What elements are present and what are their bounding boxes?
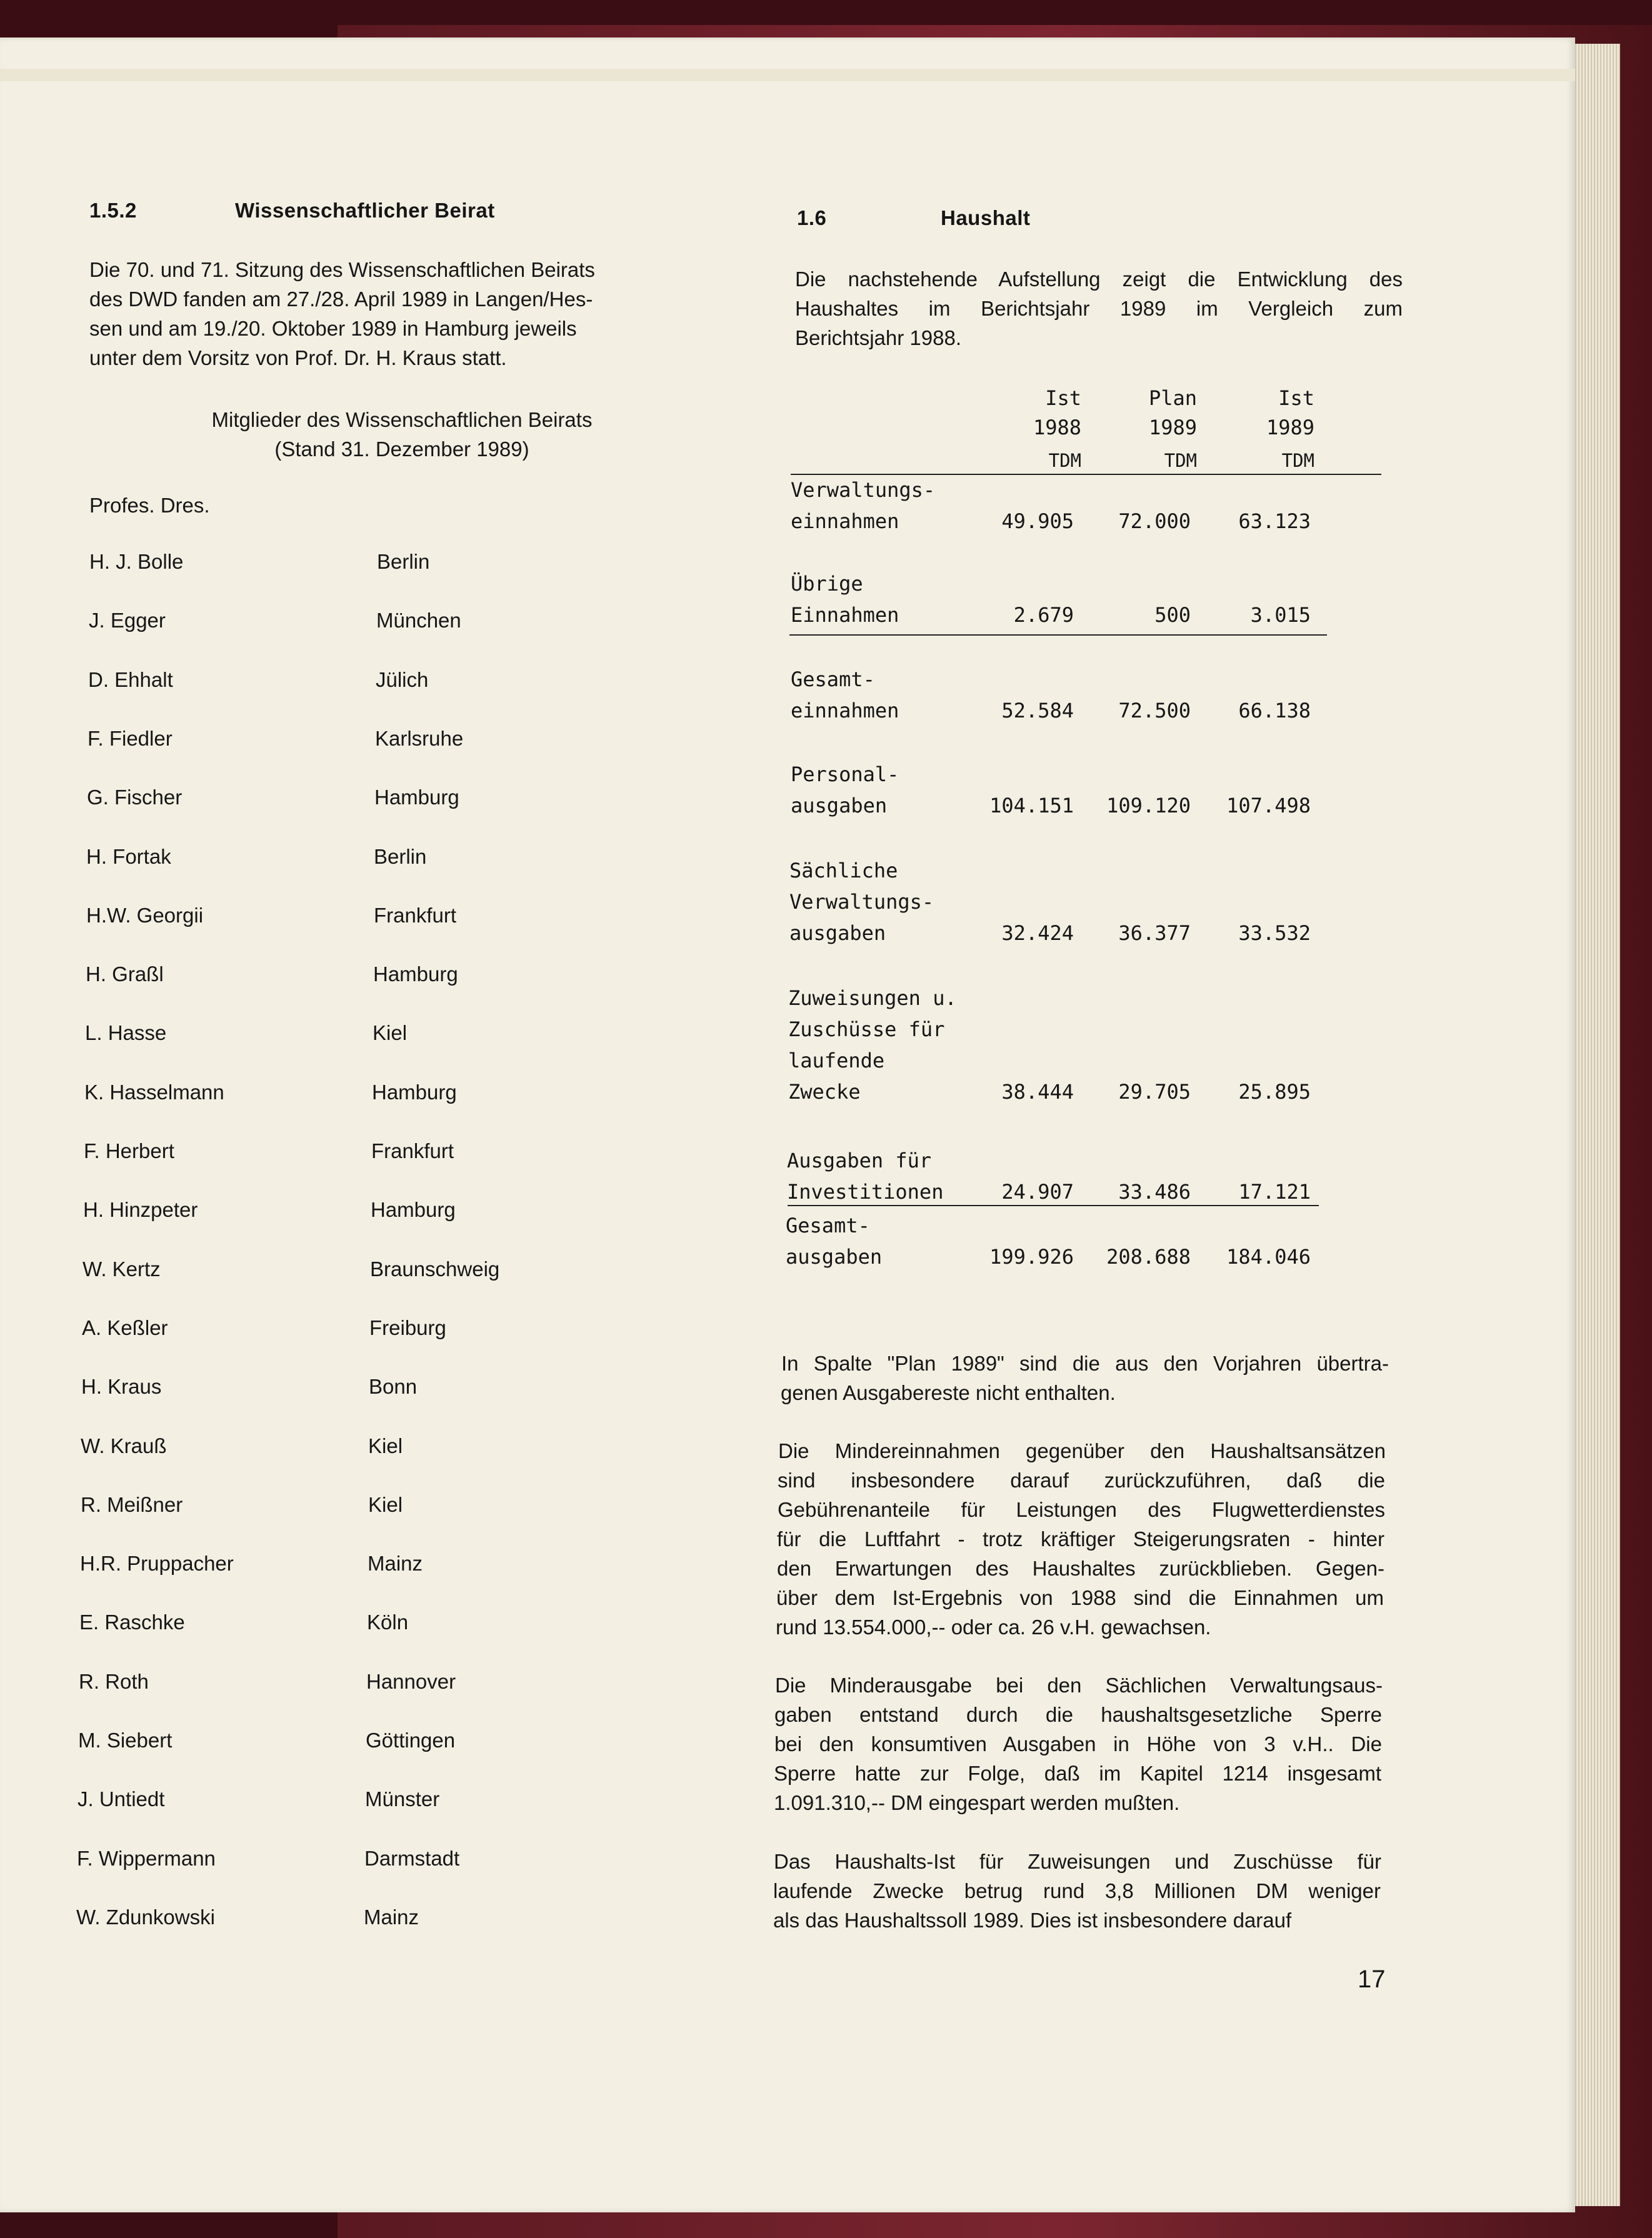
- member-name: L. Hasse: [85, 1021, 167, 1044]
- member-city: Münster: [365, 1787, 440, 1811]
- member-name: H. Kraus: [81, 1375, 162, 1398]
- paragraph-line: 1.091.310,-- DM eingespart werden mußten.: [774, 1791, 1180, 1814]
- member-name: H.W. Georgii: [86, 904, 204, 927]
- table-cell: 500: [1154, 603, 1191, 627]
- table-row-label: Investitionen: [787, 1180, 944, 1204]
- member-city: Kiel: [373, 1021, 408, 1044]
- table-row-label: Übrige: [791, 572, 863, 596]
- member-city: Bonn: [369, 1375, 418, 1398]
- member-city: Hamburg: [371, 1198, 456, 1221]
- rule-uebrige: [789, 634, 1327, 636]
- table-cell: 29.705: [1118, 1080, 1191, 1104]
- table-cell: 33.486: [1118, 1180, 1191, 1204]
- table-cell: 52.584: [1001, 699, 1074, 722]
- table-cell: 36.377: [1118, 921, 1191, 945]
- paragraph-line: für die Luftfahrt - trotz kräftiger Steigerungsraten - hinter: [777, 1527, 1384, 1551]
- members-title: Mitglieder des Wissenschaftlichen Beirats: [211, 408, 593, 431]
- paragraph-line: gaben entstand durch die haushaltsgesetzliche Sperre: [774, 1703, 1382, 1726]
- member-name: F. Fiedler: [88, 727, 173, 750]
- members-prefix: Profes. Dres.: [89, 494, 210, 517]
- col1-unit: TDM: [1048, 450, 1081, 471]
- member-city: Hannover: [366, 1670, 456, 1693]
- member-name: H. J. Bolle: [89, 550, 184, 573]
- paragraph-line: Gebührenanteile für Leistungen des Flugwetterdienstes: [778, 1498, 1385, 1521]
- table-cell: 2.679: [1013, 603, 1074, 627]
- member-city: Darmstadt: [364, 1847, 460, 1870]
- page-number: 17: [1358, 1966, 1386, 1993]
- table-row-label: Verwaltungs-: [791, 478, 936, 502]
- table-row-label: Sächliche: [789, 859, 898, 882]
- member-city: Frankfurt: [374, 904, 457, 927]
- member-city: Jülich: [376, 668, 429, 691]
- table-cell: 72.500: [1118, 699, 1191, 722]
- table-cell: 107.498: [1226, 794, 1311, 817]
- paragraph-line: laufende Zwecke betrug rund 3,8 Millionen DM weniger: [773, 1879, 1381, 1902]
- member-city: Hamburg: [373, 962, 458, 986]
- table-cell: 109.120: [1106, 794, 1191, 817]
- left-section-title: Wissenschaftlicher Beirat: [235, 199, 495, 222]
- right-section-title: Haushalt: [941, 206, 1031, 229]
- col3-h1: Ist: [1278, 386, 1314, 410]
- member-name: E. Raschke: [79, 1611, 185, 1634]
- table-row-label: ausgaben: [791, 794, 888, 817]
- member-city: Göttingen: [366, 1729, 456, 1752]
- table-cell: 199.926: [989, 1245, 1074, 1269]
- member-name: F. Herbert: [84, 1139, 174, 1162]
- member-name: J. Egger: [89, 609, 166, 632]
- paragraph-line: Die Minderausgabe bei den Sächlichen Verwaltungsaus-: [775, 1674, 1383, 1697]
- table-cell: 49.905: [1001, 509, 1074, 533]
- member-name: M. Siebert: [78, 1729, 173, 1752]
- table-row-label: Zwecke: [788, 1080, 861, 1104]
- table-cell: 33.532: [1238, 921, 1311, 945]
- col2-h2: 1989: [1148, 416, 1197, 439]
- member-city: München: [376, 609, 461, 632]
- table-row-label: einnahmen: [791, 699, 899, 722]
- table-cell: 3.015: [1250, 603, 1311, 627]
- table-cell: 72.000: [1118, 509, 1191, 533]
- col1-h2: 1988: [1033, 416, 1081, 439]
- page-edges: [1569, 44, 1620, 2206]
- member-city: Karlsruhe: [375, 727, 464, 750]
- member-city: Mainz: [368, 1552, 423, 1575]
- member-city: Braunschweig: [370, 1257, 500, 1281]
- member-name: K. Hasselmann: [84, 1081, 224, 1104]
- member-name: R. Roth: [79, 1670, 149, 1693]
- left-section-number: 1.5.2: [89, 199, 137, 222]
- member-name: J. Untiedt: [78, 1787, 165, 1811]
- col2-unit: TDM: [1164, 450, 1197, 471]
- col3-unit: TDM: [1281, 450, 1314, 471]
- col2-h1: Plan: [1148, 386, 1197, 410]
- table-cell: 184.046: [1226, 1245, 1311, 1269]
- paragraph-line: sind insbesondere darauf zurückzuführen, daß die: [778, 1469, 1385, 1492]
- table-cell: 104.151: [989, 794, 1074, 817]
- member-city: Berlin: [374, 845, 427, 868]
- paragraph-line: als das Haushaltssoll 1989. Dies ist insbesondere darauf: [773, 1909, 1292, 1932]
- members-subtitle: (Stand 31. Dezember 1989): [274, 437, 529, 461]
- member-name: W. Kertz: [83, 1257, 161, 1281]
- table-row-label: laufende: [788, 1049, 885, 1072]
- member-name: G. Fischer: [87, 786, 183, 809]
- table-row-label: ausgaben: [789, 921, 886, 945]
- member-name: H. Fortak: [86, 845, 171, 868]
- table-cell: 17.121: [1238, 1180, 1311, 1204]
- member-name: W. Krauß: [81, 1434, 167, 1457]
- member-city: Mainz: [364, 1906, 419, 1929]
- table-row-label: ausgaben: [786, 1245, 883, 1269]
- paragraph-line: den Erwartungen des Haushaltes zurückblieben. Gegen-: [777, 1557, 1384, 1580]
- member-city: Freiburg: [369, 1316, 446, 1339]
- member-city: Hamburg: [372, 1081, 457, 1104]
- table-cell: 32.424: [1001, 921, 1074, 945]
- member-name: R. Meißner: [81, 1493, 183, 1516]
- member-name: W. Zdunkowski: [76, 1906, 215, 1929]
- paragraph-line: rund 13.554.000,-- oder ca. 26 v.H. gewachsen.: [776, 1616, 1211, 1639]
- table-row-label: Zuweisungen u.: [788, 986, 957, 1010]
- col3-h2: 1989: [1266, 416, 1314, 439]
- paragraph-line: über dem Ist-Ergebnis von 1988 sind die Einnahmen um: [776, 1586, 1384, 1609]
- rule-investitionen: [788, 1205, 1319, 1206]
- member-city: Berlin: [377, 550, 430, 573]
- member-city: Frankfurt: [371, 1139, 454, 1162]
- paragraph-line: In Spalte "Plan 1989" sind die aus den Vorjahren übertra-: [781, 1352, 1389, 1375]
- col1-h1: Ist: [1045, 386, 1081, 410]
- paragraph-line: Sperre hatte zur Folge, daß im Kapitel 1214 insgesamt: [774, 1762, 1381, 1785]
- table-row-label: Gesamt-: [786, 1214, 870, 1237]
- table-row-label: Personal-: [791, 762, 899, 786]
- table-row-label: einnahmen: [791, 509, 899, 533]
- member-name: F. Wippermann: [77, 1847, 216, 1870]
- table-cell: 38.444: [1001, 1080, 1074, 1104]
- right-section-number: 1.6: [797, 206, 827, 229]
- member-name: H. Hinzpeter: [83, 1198, 198, 1221]
- member-city: Kiel: [368, 1493, 403, 1516]
- table-row-label: Verwaltungs-: [789, 890, 934, 914]
- table-cell: 25.895: [1238, 1080, 1311, 1104]
- member-city: Köln: [367, 1611, 409, 1634]
- member-city: Hamburg: [374, 786, 459, 809]
- table-cell: 66.138: [1238, 699, 1311, 722]
- table-row-label: Ausgaben für: [787, 1149, 932, 1172]
- member-name: D. Ehhalt: [88, 668, 173, 691]
- member-name: A. Keßler: [82, 1316, 168, 1339]
- header-rule: [791, 474, 1381, 475]
- member-city: Kiel: [368, 1434, 403, 1457]
- paragraph-line: genen Ausgabereste nicht enthalten.: [781, 1381, 1116, 1404]
- paragraph-line: Die Mindereinnahmen gegenüber den Haushaltsansätzen: [778, 1439, 1386, 1462]
- member-name: H.R. Pruppacher: [80, 1552, 234, 1575]
- table-row-label: Zuschüsse für: [788, 1017, 945, 1041]
- table-cell: 208.688: [1106, 1245, 1191, 1269]
- table-row-label: Gesamt-: [791, 667, 875, 691]
- table-row-label: Einnahmen: [791, 603, 899, 627]
- member-name: H. Graßl: [86, 962, 164, 986]
- paragraph-line: bei den konsumtiven Ausgaben in Höhe von 3 v.H.. Die: [774, 1732, 1382, 1756]
- paragraph-line: Das Haushalts-Ist für Zuweisungen und Zuschüsse für: [774, 1850, 1381, 1873]
- table-cell: 24.907: [1001, 1180, 1074, 1204]
- table-cell: 63.123: [1238, 509, 1311, 533]
